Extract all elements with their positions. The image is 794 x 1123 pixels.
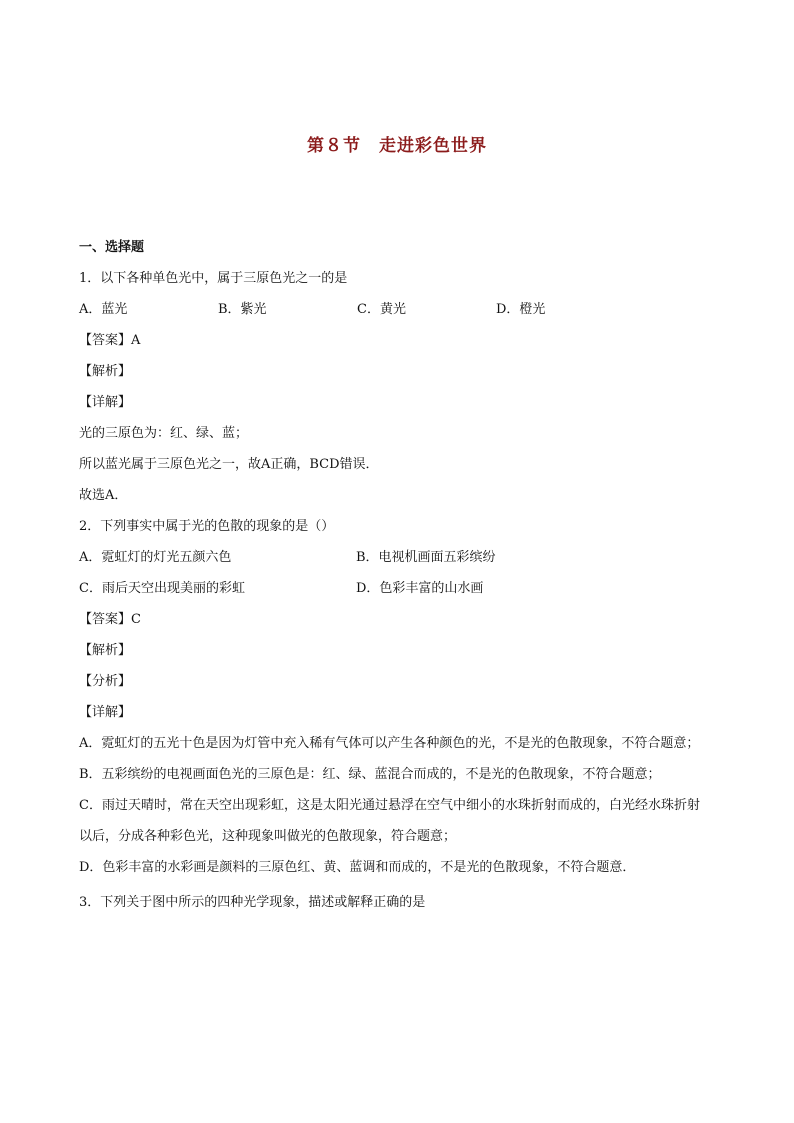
q2-detail-line: A．霓虹灯的五光十色是因为灯管中充入稀有气体可以产生各种颜色的光，不是光的色散现象，不符合题意； [79,736,700,751]
q1-option-a: A．蓝光 [79,302,128,317]
q2-detail-label: 【详解】 [79,705,132,720]
page-title: 第８节 走进彩色世界 [307,136,487,156]
q2-option-a: A．霓虹灯的灯光五颜六色 [79,550,232,565]
q1-option-c: C．黄光 [357,302,406,317]
q1-detail-label: 【详解】 [79,395,132,410]
q1-option-d: D．橙光 [496,302,546,317]
q1-analysis-label: 【解析】 [79,364,132,379]
question-1-options [79,294,711,325]
q1-answer: 【答案】A [79,333,141,348]
document-body [79,232,711,918]
q2-answer: 【答案】C [79,612,141,627]
q1-option-b: B．紫光 [218,302,267,317]
question-2-stem: 2．下列事实中属于光的色散的现象的是（） [79,519,335,534]
question-2-options-row-2 [79,573,711,604]
question-1-stem: 1．以下各种单色光中，属于三原色光之一的是 [79,271,348,286]
question-2-options-row-1 [79,542,711,573]
q1-detail-line: 光的三原色为：红、绿、蓝； [79,426,249,441]
q2-detail-line: C．雨过天晴时，常在天空出现彩虹，这是太阳光通过悬浮在空气中细小的水珠折射而成的，白光经水珠折射以后，分成各种彩色光，这种现象叫做光的色散现象，符合题意； [79,798,700,844]
section-heading: 一、选择题 [79,240,145,255]
question-3-stem: 3．下列关于图中所示的四种光学现象，描述或解释正确的是 [79,895,426,910]
q2-option-b: B．电视机画面五彩缤纷 [356,550,496,565]
q2-detail-line: D．色彩丰富的水彩画是颜料的三原色红、黄、蓝调和而成的，不是光的色散现象，不符合题意． [79,860,636,875]
q2-option-c: C．雨后天空出现美丽的彩虹 [79,581,245,596]
q1-detail-line: 所以蓝光属于三原色光之一，故A正确，BCD错误． [79,457,379,472]
q2-detail-line: B．五彩缤纷的电视画面色光的三原色是：红、绿、蓝混合而成的，不是光的色散现象，不符合题意； [79,767,661,782]
q2-analysis-label: 【解析】 [79,643,132,658]
q2-option-d: D．色彩丰富的山水画 [356,581,484,596]
q2-fenxi-label: 【分析】 [79,674,132,689]
q1-detail-line: 故选A． [79,488,128,503]
